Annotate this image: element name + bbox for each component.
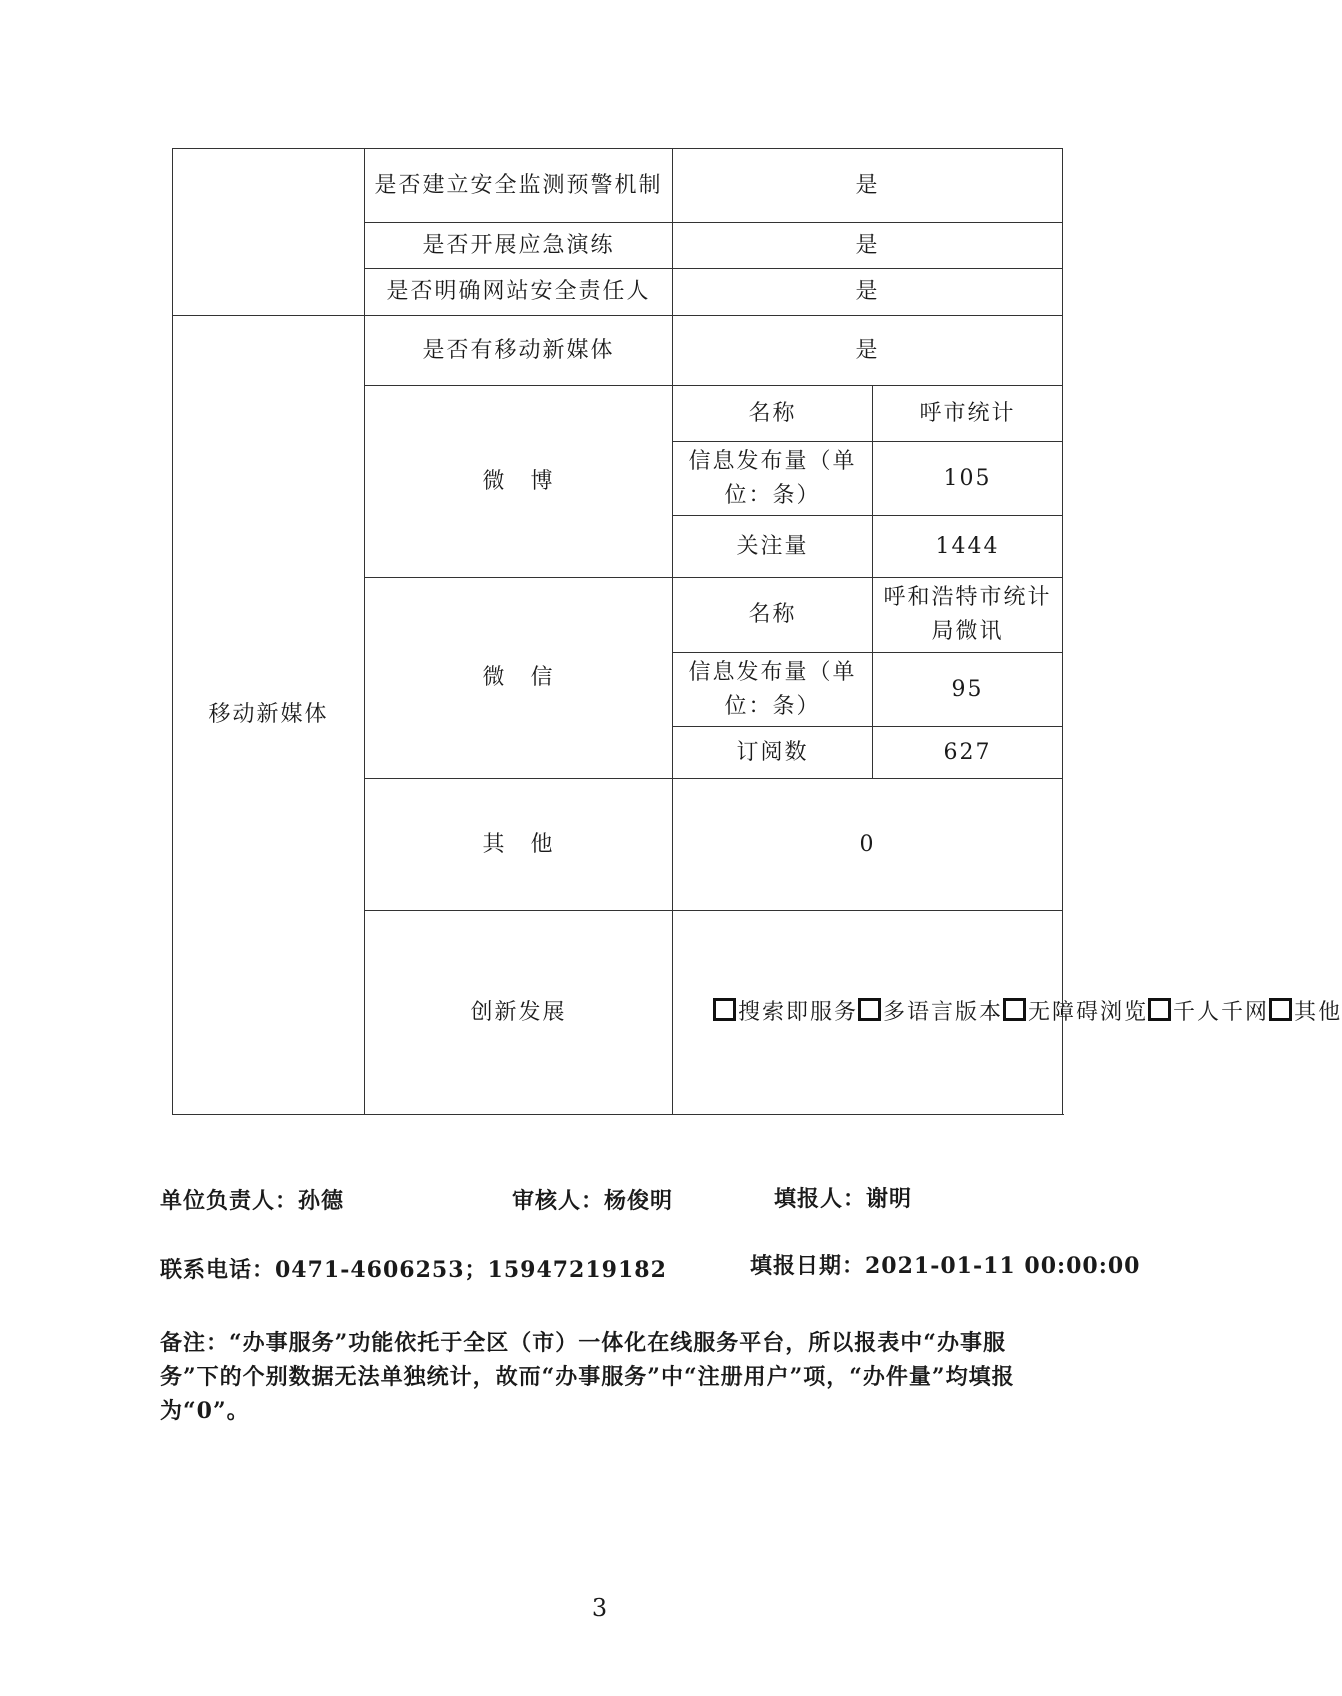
weibo-followers-value: 1444 <box>873 516 1063 578</box>
report-table <box>172 148 1342 1115</box>
checkbox-accessibility[interactable] <box>1003 998 1026 1021</box>
remark-note: 备注：“办事服务”功能依托于全区（市）一体化在线服务平台，所以报表中“办事服务”下的个别数据无法单独统计，故而“办事服务”中“注册用户”项，“办件量”均填报为“0”。 <box>160 1330 1015 1424</box>
weibo-followers-label: 关注量 <box>673 516 873 578</box>
monitoring-label: 是否建立安全监测预警机制 <box>365 149 673 223</box>
filler: 填报人：谢明 <box>774 1186 913 1212</box>
drill-label: 是否开展应急演练 <box>365 223 673 269</box>
has-mobile-label: 是否有移动新媒体 <box>365 316 673 386</box>
wechat-name-value: 呼和浩特市统计局微讯 <box>873 578 1063 653</box>
weibo-label: 微 博 <box>365 386 673 578</box>
wechat-subscribers-label: 订阅数 <box>673 727 873 779</box>
mobile-section-label: 移动新媒体 <box>173 316 365 1115</box>
checkbox-multilingual[interactable] <box>858 998 881 1021</box>
has-mobile-value: 是 <box>673 316 1063 386</box>
responsible-label: 是否明确网站安全责任人 <box>365 269 673 316</box>
option-other: 其他 <box>1294 999 1342 1025</box>
option-personalized: 千人千网 <box>1173 999 1270 1025</box>
unit-head: 单位负责人：孙德 <box>160 1188 345 1214</box>
wechat-name-label: 名称 <box>673 578 873 653</box>
other-label: 其 他 <box>365 779 673 911</box>
drill-value: 是 <box>673 223 1063 269</box>
wechat-label: 微 信 <box>365 578 673 779</box>
wechat-posts-label: 信息发布量（单位：条） <box>673 653 873 727</box>
security-section-cell <box>173 149 365 316</box>
wechat-subscribers-value: 627 <box>873 727 1063 779</box>
weibo-posts-label: 信息发布量（单位：条） <box>673 442 873 516</box>
checkbox-search-service[interactable] <box>713 998 736 1021</box>
option-multilingual: 多语言版本 <box>883 999 1004 1025</box>
fill-date: 填报日期：2021-01-11 00:00:00 <box>750 1253 1141 1279</box>
page-number: 3 <box>591 1594 608 1622</box>
reviewer: 审核人：杨俊明 <box>512 1188 674 1214</box>
checkbox-other[interactable] <box>1269 998 1292 1021</box>
contact-phone: 联系电话：0471-4606253；15947219182 <box>160 1257 667 1283</box>
innovation-label: 创新发展 <box>365 911 673 1115</box>
weibo-name-label: 名称 <box>673 386 873 442</box>
innovation-options <box>673 911 1342 1115</box>
monitoring-value: 是 <box>673 149 1063 223</box>
other-value: 0 <box>673 779 1063 911</box>
weibo-posts-value: 105 <box>873 442 1063 516</box>
weibo-name-value: 呼市统计 <box>873 386 1063 442</box>
option-search-service: 搜索即服务 <box>738 999 859 1025</box>
checkbox-personalized[interactable] <box>1148 998 1171 1021</box>
wechat-posts-value: 95 <box>873 653 1063 727</box>
responsible-value: 是 <box>673 269 1063 316</box>
option-accessibility: 无障碍浏览 <box>1028 999 1149 1025</box>
